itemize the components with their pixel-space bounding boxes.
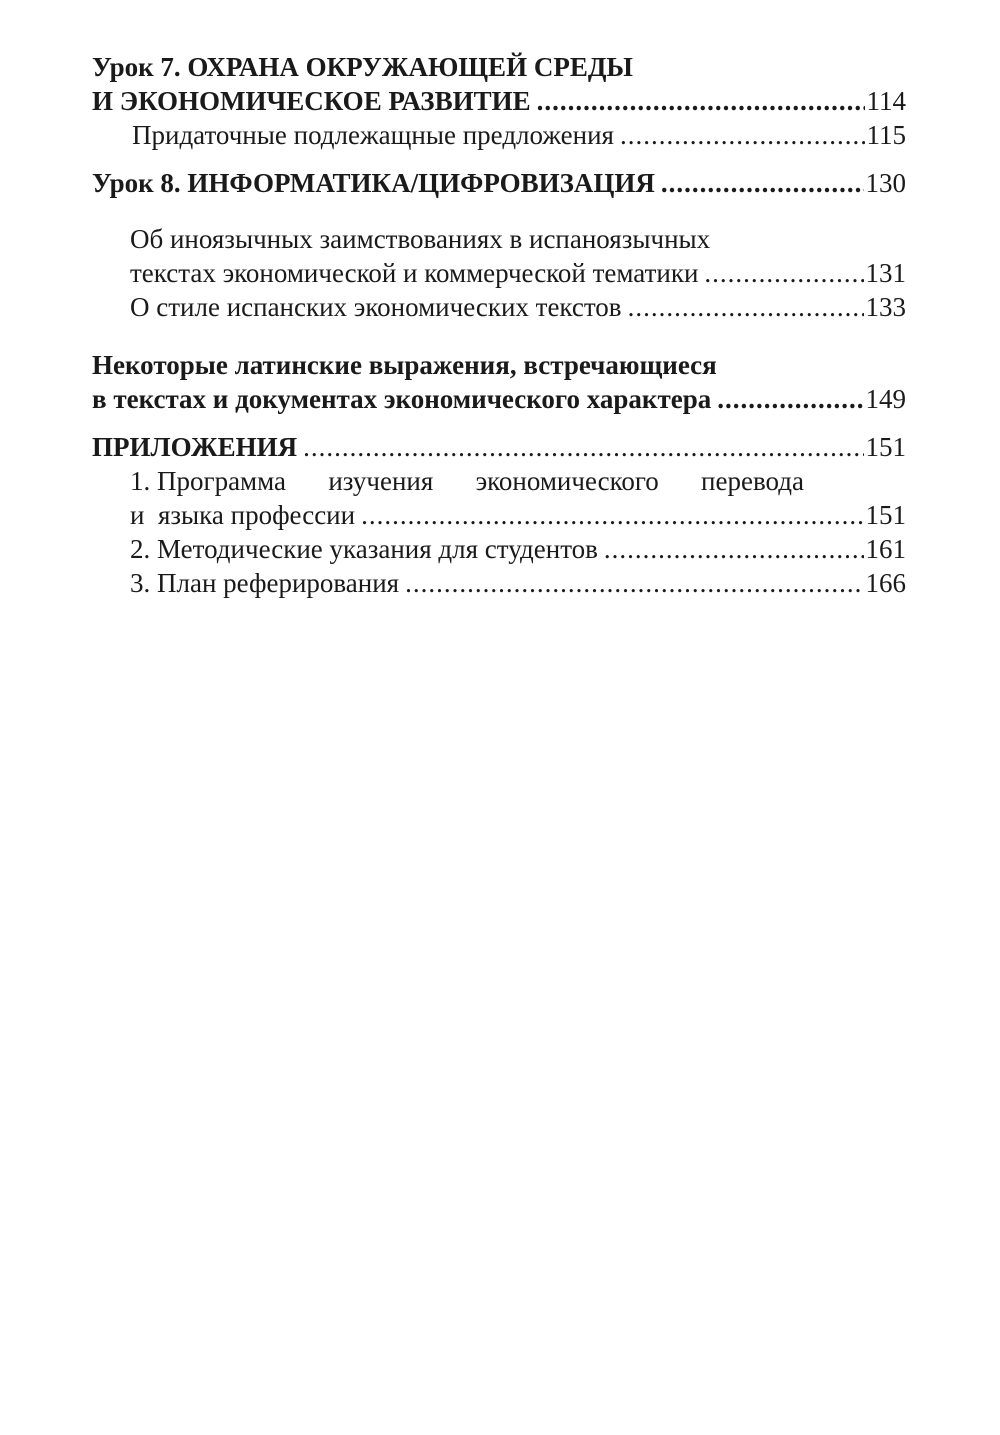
page-number: 161 <box>865 534 906 564</box>
toc-entry-text: в текстах и документах экономического характера <box>92 384 712 414</box>
toc-latin-title-line2 <box>92 382 906 416</box>
page-number: 114 <box>866 86 906 116</box>
toc-entry-text <box>130 464 804 498</box>
dot-leader <box>604 532 864 566</box>
toc-entry-text: 3. План реферирования <box>130 568 400 598</box>
toc-appendix-item3 <box>92 566 906 600</box>
dot-leader <box>661 166 864 200</box>
table-of-contents <box>92 50 906 600</box>
toc-lesson8-sub1-line2 <box>92 256 906 290</box>
toc-lesson8-sub1-line1 <box>92 222 906 256</box>
toc-appendix-title <box>92 430 906 464</box>
toc-entry-text: О стиле испанских экономических текстов <box>130 292 622 322</box>
toc-entry-text: Урок 8. ИНФОРМАТИКА/ЦИФРОВИЗАЦИЯ <box>92 168 655 198</box>
page-number: 149 <box>865 384 906 414</box>
page-number: 115 <box>866 120 906 150</box>
dot-leader <box>537 84 865 118</box>
dot-leader <box>704 256 863 290</box>
toc-word: перевода <box>701 466 804 496</box>
toc-entry-text: ПРИЛОЖЕНИЯ <box>92 432 298 462</box>
toc-entry-text: 2. Методические указания для студентов <box>130 534 598 564</box>
dot-leader <box>628 290 864 324</box>
toc-lesson8-title <box>92 166 906 200</box>
page-number: 133 <box>865 292 906 322</box>
toc-entry-text: текстах экономической и коммерческой тематики <box>130 258 699 288</box>
toc-lesson7-title-line2 <box>92 84 906 118</box>
toc-entry-text: и языка профессии <box>130 500 356 530</box>
page-number: 130 <box>865 168 906 198</box>
toc-entry-text: Придаточные подлежащные предложения <box>132 120 614 150</box>
toc-appendix-item2 <box>92 532 906 566</box>
dot-leader <box>303 430 863 464</box>
toc-entry-text: И ЭКОНОМИЧЕСКОЕ РАЗВИТИЕ <box>92 86 531 116</box>
toc-word: изучения <box>328 466 434 496</box>
page-number: 166 <box>865 568 906 598</box>
toc-entry-text: Урок 7. ОХРАНА ОКРУЖАЮЩЕЙ СРЕДЫ <box>92 52 633 82</box>
dot-leader <box>405 566 863 600</box>
toc-lesson7-sub1 <box>92 118 906 152</box>
toc-latin-title-line1 <box>92 348 906 382</box>
toc-lesson8-sub2 <box>92 290 906 324</box>
page-number: 131 <box>865 258 906 288</box>
toc-appendix-item1-line2 <box>92 498 906 532</box>
toc-appendix-item1-line1 <box>92 464 906 498</box>
page-number: 151 <box>865 500 906 530</box>
toc-entry-text: Некоторые латинские выражения, встречающиеся <box>92 350 717 380</box>
dot-leader <box>620 118 865 152</box>
toc-entry-text: Об иноязычных заимствованиях в испаноязычных <box>130 224 711 254</box>
toc-lesson7-title-line1 <box>92 50 906 84</box>
dot-leader <box>717 382 863 416</box>
toc-word: 1. Программа <box>130 466 287 496</box>
page-number: 151 <box>865 432 906 462</box>
toc-word: экономического <box>475 466 659 496</box>
dot-leader <box>361 498 863 532</box>
